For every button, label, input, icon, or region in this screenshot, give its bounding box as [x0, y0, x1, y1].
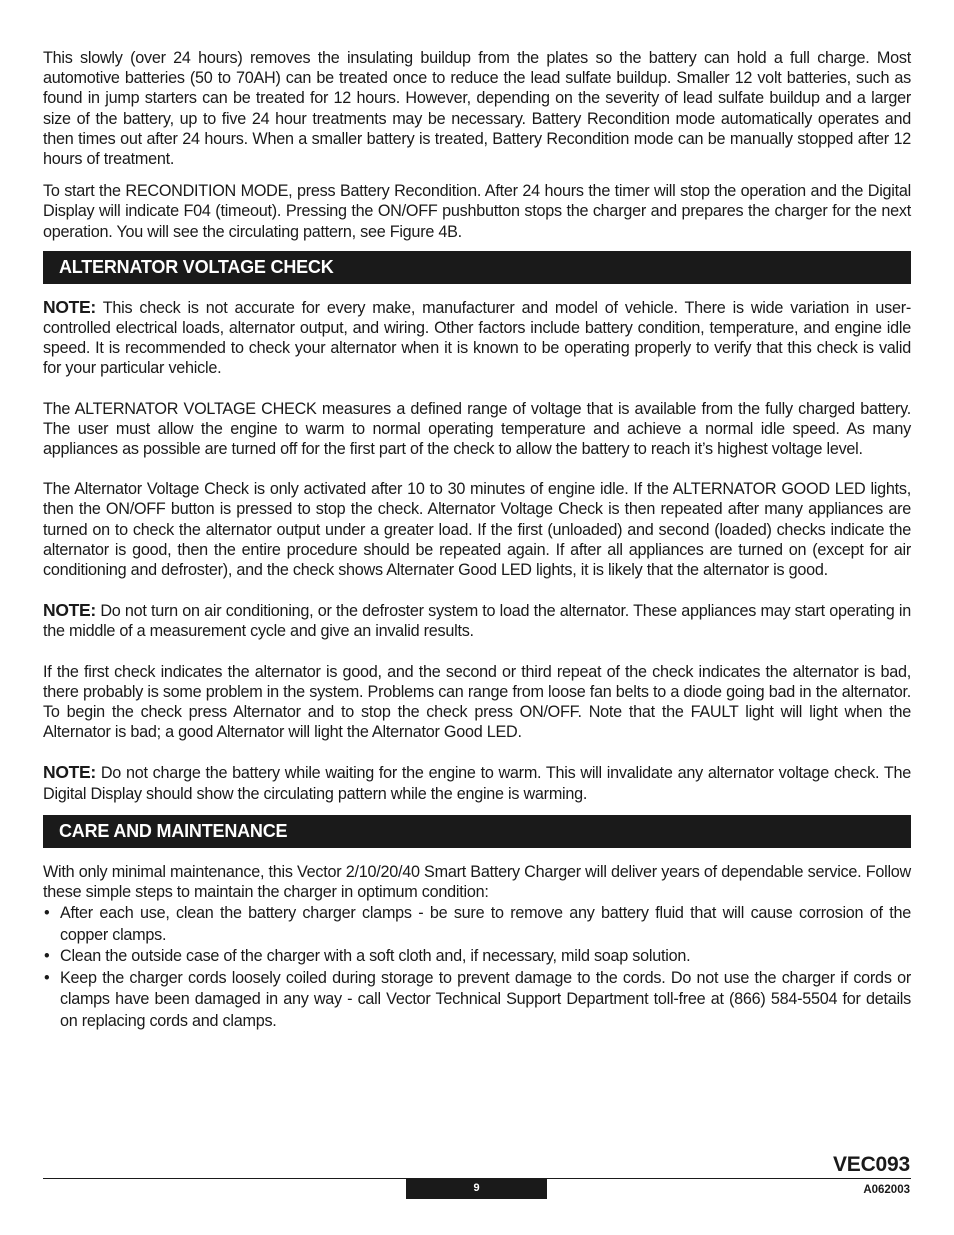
section-heading-alternator: ALTERNATOR VOLTAGE CHECK: [43, 251, 911, 284]
paragraph-alternator-fault: If the first check indicates the alternator is good, and the second or third repeat of the check indicates the alternator is bad, there probably is some problem in the system. Problems can range from loose fan belts to a diode going bad in the alternator. To begin the check press Alternator and to stop the check press ON/OFF. Note that the FAULT light will light when the Alternator is bad; a good Alternator will light the Alternator Good LED.: [43, 662, 911, 742]
list-item: • Keep the charger cords loosely coiled during storage to prevent damage to the cords. Do not use the charger if cords or clamps have been damaged in any way - call Vector Technical Support Department toll-free at (866) 584-5504 for details on replacing cords and clamps.: [43, 968, 911, 1033]
section-heading-care: CARE AND MAINTENANCE: [43, 815, 911, 848]
document-page: [43, 48, 911, 1032]
document-revision-code: A062003: [863, 1184, 910, 1196]
note-alternator-accuracy: [43, 297, 911, 379]
note-text: Do not charge the battery while waiting for the engine to warm. This will invalidate any alternator voltage check. The Digital Display should show the circulating pattern while the engine is warming.: [43, 764, 911, 803]
note-label: NOTE:: [43, 762, 96, 783]
list-item: • After each use, clean the battery charger clamps - be sure to remove any battery fluid that will cause corrosion of the copper clamps.: [43, 903, 911, 946]
note-label: NOTE:: [43, 296, 96, 317]
paragraph-alternator-procedure: The Alternator Voltage Check is only activated after 10 to 30 minutes of engine idle. If the ALTERNATOR GOOD LED lights, then the ON/OFF button is pressed to stop the check. Alternator Voltage Check is then repeated after many appliances are turned on to check the alternator output under a greater load. If the first (unloaded) and second (loaded) checks indicate the alternator is good, then the entire procedure should be repeated again. If after all appliances are turned on (except for air conditioning and defroster), and the check shows Alternater Good LED lights, it is likely that the alternator is good.: [43, 480, 911, 580]
note-text: Do not turn on air conditioning, or the defroster system to load the alternator. These appliances may start operating in the middle of a measurement cycle and give an invalid results.: [43, 602, 912, 641]
paragraph-recondition-start: To start the RECONDITION MODE, press Battery Recondition. After 24 hours the timer will stop the operation and the Digital Display will indicate F04 (timeout). Pressing the ON/OFF pushbutton stops the charger and prepares the charger for the next operation. You will see the circulating pattern, see Figure 4B.: [43, 182, 911, 241]
note-text: This check is not accurate for every make, manufacturer and model of vehicle. There is wide variation in user-controlled electrical loads, alternator output, and wiring. Other factors include battery condition, temperature, and engine idle speed. It is recommended to check your alternator when it is known to be operating properly to verify that this check is valid for your particular vehicle.: [43, 298, 911, 378]
paragraph-care-intro: With only minimal maintenance, this Vector 2/10/20/40 Smart Battery Charger will deliver years of dependable service. Follow these simple steps to maintain the charger in optimum condition:: [43, 862, 911, 902]
care-steps-list: [43, 903, 911, 1032]
note-engine-warm: [43, 762, 911, 803]
model-code: VEC093: [832, 1153, 910, 1176]
paragraph-recondition-overview: This slowly (over 24 hours) removes the insulating buildup from the plates so the battery can hold a full charge. Most automotive batteries (50 to 70AH) can be treated once to reduce the lead sulfate buildup. Smaller 12 volt batteries, such as found in jump starters can be treated for 12 hours. However, depending on the severity of lead sulfate buildup and a larger size of the battery, up to five 24 hour treatments may be necessary. Battery Recondition mode automatically operates and then times out after 24 hours. When a smaller battery is treated, Battery Recondition mode can be manually stopped after 12 hours of treatment.: [43, 49, 911, 169]
note-label: NOTE:: [43, 600, 96, 621]
page-number: 9: [406, 1179, 547, 1199]
note-air-conditioning: [43, 600, 911, 641]
list-item: • Clean the outside case of the charger with a soft cloth and, if necessary, mild soap solution.: [43, 946, 911, 968]
paragraph-alternator-measures: The ALTERNATOR VOLTAGE CHECK measures a defined range of voltage that is available from the fully charged battery. The user must allow the engine to warm to normal operating temperature and achieve a normal idle speed. As many appliances as possible are turned off for the first part of the check to allow the battery to reach it’s highest voltage level.: [43, 399, 911, 459]
